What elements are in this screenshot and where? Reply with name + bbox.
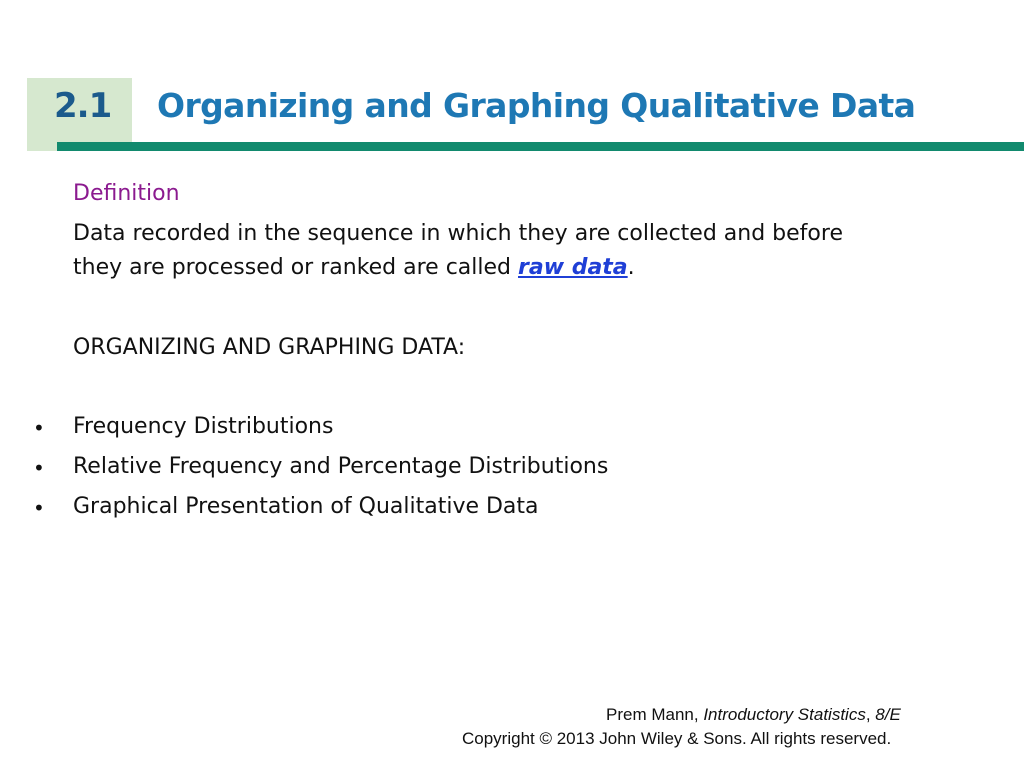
header-rule [57, 142, 1024, 151]
footer-copyright: Copyright © 2013 John Wiley & Sons. All rights reserved. [462, 729, 892, 748]
definition-line-2-suffix: . [627, 255, 635, 280]
bullet-icon: • [33, 496, 45, 520]
footer-edition: 8/E [875, 705, 901, 724]
section-number: 2.1 [54, 86, 112, 126]
footer-author: Prem Mann, [606, 705, 704, 724]
bullet-item: Relative Frequency and Percentage Distributions [73, 454, 609, 479]
bullet-item: Graphical Presentation of Qualitative Data [73, 494, 539, 519]
definition-line-2 [73, 255, 635, 280]
definition-line-2-prefix: they are processed or ranked are called [73, 255, 519, 280]
footer-book-title: Introductory Statistics [703, 705, 866, 724]
bullet-item: Frequency Distributions [73, 414, 334, 439]
organizing-heading: ORGANIZING AND GRAPHING DATA: [73, 335, 466, 360]
footer-citation [606, 705, 901, 725]
definition-label: Definition [73, 181, 180, 206]
footer-separator: , [865, 705, 876, 724]
raw-data-term[interactable]: raw data [518, 255, 628, 280]
section-title: Organizing and Graphing Qualitative Data [157, 86, 916, 125]
definition-line-1: Data recorded in the sequence in which they are collected and before [73, 221, 843, 246]
bullet-icon: • [33, 416, 45, 440]
bullet-icon: • [33, 456, 45, 480]
